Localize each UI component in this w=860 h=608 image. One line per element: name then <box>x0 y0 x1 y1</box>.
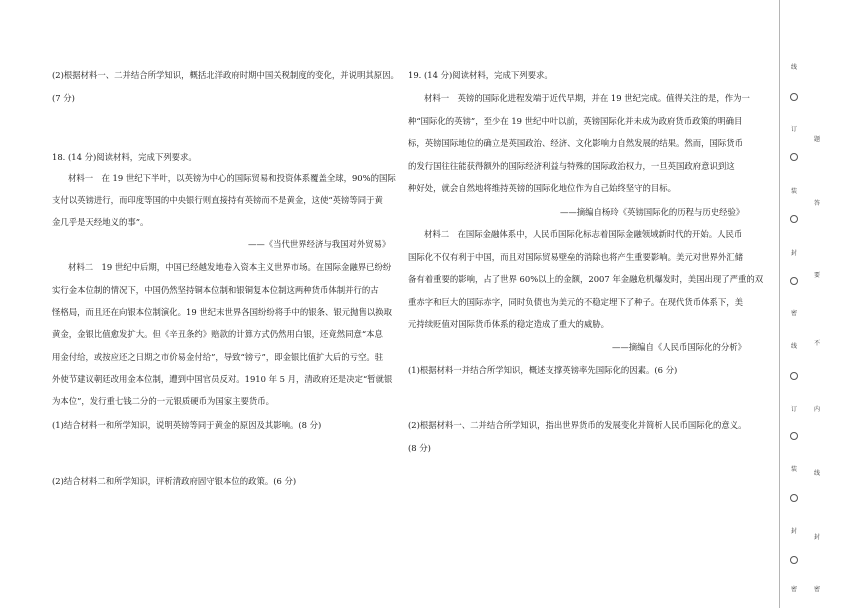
binding-line <box>779 0 780 608</box>
binding-note-char: 内 <box>814 406 821 413</box>
q17-2-line1: (2)根据材料一、二并结合所学知识，概括北洋政府时期中国关税制度的变化，并说明其原因。 <box>52 70 399 80</box>
binding-circle-icon <box>790 372 798 380</box>
q19-question1: (1)根据材料一并结合所学知识，概述支撑英镑率先国际化的因素。(6 分) <box>408 365 678 375</box>
binding-mark: 线 <box>791 64 798 71</box>
q18-material1-source: ——《当代世界经济与我国对外贸易》 <box>248 239 391 249</box>
q19-material2-line3: 备有着重要的影响，占了世界 60%以上的金额，2007 年金融危机爆发时，美国出现了严重的双 <box>408 274 764 284</box>
binding-note-char: 封 <box>814 534 821 541</box>
binding-mark: 装 <box>791 466 798 473</box>
q18-material2-line3: 怪格局，而且还在向银本位制演化。19 世纪末世界各国纷纷将手中的银条、银元抛售以换取 <box>52 307 392 317</box>
q19-material2-line2: 国际化不仅有利于中国，而且对国际贸易壁垒的消除也将产生重要影响。美元对世界外汇储 <box>408 252 743 262</box>
binding-circle-icon <box>790 153 798 161</box>
q18-material2-line7: 为本位”，发行重七钱二分的一元银质硬币为国家主要货币。 <box>52 396 275 406</box>
q17-2-line2: (7 分) <box>52 93 75 103</box>
q19-material1-line5: 种好处，就会自然地将维持英镑的国际化地位作为自己始终坚守的目标。 <box>408 183 676 193</box>
binding-note-char: 密 <box>814 586 821 593</box>
q18-material2-line4: 黄金，金银比值愈发扩大。但《辛丑条约》赔款的计算方式仍然用白银，还竟然同意“本息 <box>52 329 383 339</box>
binding-circle-icon <box>790 93 798 101</box>
q18-material1-line3: 金几乎是天经地义的事”。 <box>52 217 149 227</box>
binding-note-char: 答 <box>814 200 821 207</box>
q18-material2-line2: 实行金本位制的情况下，中国仍然坚持铜本位制和银铜复本位制这两种货币体制并行的古 <box>52 285 379 295</box>
q18-material1-line2: 支付以英镑进行，而印度等国的中央银行则直接持有英镑而不是黄金，这使“英镑等同于黄 <box>52 195 383 205</box>
binding-note-char: 题 <box>814 136 821 143</box>
q19-material1-source: ——摘编自杨玲《英镑国际化的历程与历史经验》 <box>560 207 745 217</box>
binding-circle-icon <box>790 556 798 564</box>
binding-mark: 密 <box>791 586 798 593</box>
binding-mark: 订 <box>791 126 798 133</box>
binding-circle-icon <box>790 432 798 440</box>
q18-question1: (1)结合材料一和所学知识，说明英镑等同于黄金的原因及其影响。(8 分) <box>52 420 322 430</box>
binding-note-char: 线 <box>814 470 821 477</box>
binding-mark: 装 <box>791 188 798 195</box>
binding-circle-icon <box>790 277 798 285</box>
q19-material1-line2: 种“国际化的英镑”，至少在 19 世纪中叶以前，英镑国际化并未成为政府货币政策的明确目 <box>408 116 743 126</box>
q19-question2-line2: (8 分) <box>408 443 431 453</box>
q18-heading: 18. (14 分)阅读材料，完成下列要求。 <box>52 152 197 162</box>
binding-mark: 密 <box>791 310 798 317</box>
q18-material2-line5: 用金付给，或按应还之日期之市价易金付给”，导致“镑亏”，即金银比值扩大后的亏空。驻 <box>52 352 384 362</box>
binding-note-char: 要 <box>814 272 821 279</box>
binding-note-char: 不 <box>814 340 821 347</box>
binding-circle-icon <box>790 494 798 502</box>
q19-material2-line4: 重赤字和巨大的国际赤字，同时负债也为美元的不稳定埋下了种子。在现代货币体系下，美 <box>408 297 743 307</box>
q19-material2-source: ——摘编自《人民币国际化的分析》 <box>612 342 746 352</box>
q18-question2: (2)结合材料二和所学知识，评析清政府固守银本位的政策。(6 分) <box>52 476 297 486</box>
q18-material2-line1: 材料二 19 世纪中后期，中国已经越发地卷入资本主义世界市场。在国际金融界已纷纷 <box>68 262 392 272</box>
binding-mark: 封 <box>791 250 798 257</box>
q18-material2-line6: 外使节建议朝廷改用金本位制，遭到中国官员反对。1910 年 5 月，清政府还是决定“暂就银 <box>52 374 393 384</box>
binding-mark: 订 <box>791 406 798 413</box>
q19-material2-line1: 材料二 在国际金融体系中，人民币国际化标志着国际金融领域新时代的开始。人民币 <box>424 229 743 239</box>
q19-material2-line5: 元持续贬值对国际货币体系的稳定造成了重大的威胁。 <box>408 319 609 329</box>
q18-material1-line1: 材料一 在 19 世纪下半叶，以英镑为中心的国际贸易和投资体系覆盖全球，90%的国际 <box>68 173 396 183</box>
q19-material1-line4: 的发行国往往能获得额外的国际经济利益与特殊的国际政治权力，一旦英国政府意识到这 <box>408 161 735 171</box>
binding-mark: 线 <box>791 343 798 350</box>
binding-circle-icon <box>790 215 798 223</box>
q19-material1-line3: 标，英镑国际地位的确立是英国政治、经济、文化影响力自然发展的结果。然而，国际货币 <box>408 138 743 148</box>
q19-heading: 19. (14 分)阅读材料，完成下列要求。 <box>408 70 553 80</box>
q19-question2-line1: (2)根据材料一、二并结合所学知识，指出世界货币的发展变化并简析人民币国际化的意义。 <box>408 420 747 430</box>
binding-mark: 封 <box>791 528 798 535</box>
q19-material1-line1: 材料一 英镑的国际化进程发端于近代早期，并在 19 世纪完成。值得关注的是，作为一 <box>424 93 750 103</box>
